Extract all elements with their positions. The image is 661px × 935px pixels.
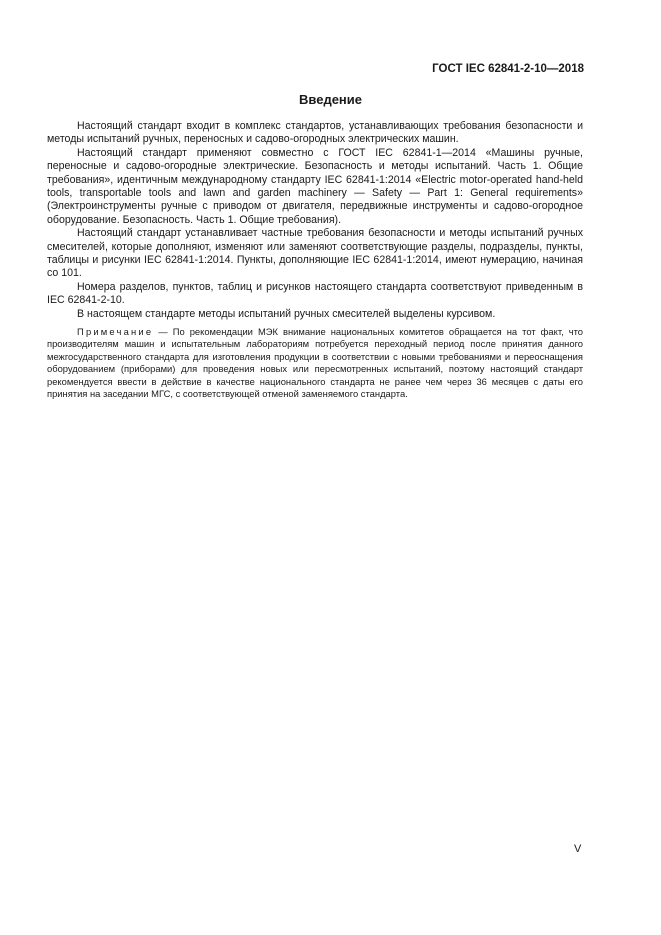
paragraph: Настоящий стандарт устанавливает частные требования безопасности и методы испытаний ручных смесителей, которые дополняют, изменяют или заменяют соответствующие разделы, подразделы, пункты, таблицы и рисунки IEC 62841-1:2014. Пункты, дополняющие IEC 62841-1:2014, имеют нумерацию, начиная со 101. (47, 227, 583, 280)
document-header-standard-id: ГОСТ IEC 62841-2-10—2018 (432, 63, 584, 75)
page-number: V (574, 843, 582, 855)
note-paragraph (47, 326, 583, 400)
paragraph: Номера разделов, пунктов, таблиц и рисунков настоящего стандарта соответствуют приведенным в IEC 62841-2-10. (47, 280, 583, 307)
note-block (47, 326, 583, 400)
introduction-body (47, 120, 583, 321)
section-title: Введение (299, 92, 362, 107)
note-dash: — (153, 326, 173, 337)
paragraph: Настоящий стандарт входит в комплекс стандартов, устанавливающих требования безопасности и методы испытаний ручных, переносных и садово-огородных электрических машин. (47, 120, 583, 146)
paragraph: В настоящем стандарте методы испытаний ручных смесителей выделены курсивом. (77, 307, 496, 320)
note-label: Примечание (77, 326, 154, 337)
note-text: По рекомендации МЭК внимание национальных комитетов обращается на тот факт, что производителям машин и испытательным лабораториям потребуется переходный период после принятия данного межгосударственного стандарта для изготовления продукции в соответствии с новыми требованиями и переоснащения оборудованием (приборами) для проведения новых или пересмотренных испытаний, поэтому настоящий стандарт рекомендуется ввести в действие в качестве национального стандарта не ранее чем через 36 месяцев с даты его принятия на заседании МГС, с соответствующей отменой заменяемого стандарта. (47, 326, 583, 400)
paragraph: Настоящий стандарт применяют совместно с ГОСТ IEC 62841-1—2014 «Машины ручные, переносные и садово-огородные электрические. Безопасность и методы испытаний. Часть 1. Общие требования», идентичным международному стандарту IEC 62841-1:2014 «Electric motor-operated hand-held tools, transportable tools and lawn and garden machinery — Safety — Part 1: General requirements» (Электроинструменты ручные с приводом от двигателя, передвижные инструменты и садово-огородное оборудование. Безопасность. Часть 1. Общие требования). (47, 146, 583, 226)
